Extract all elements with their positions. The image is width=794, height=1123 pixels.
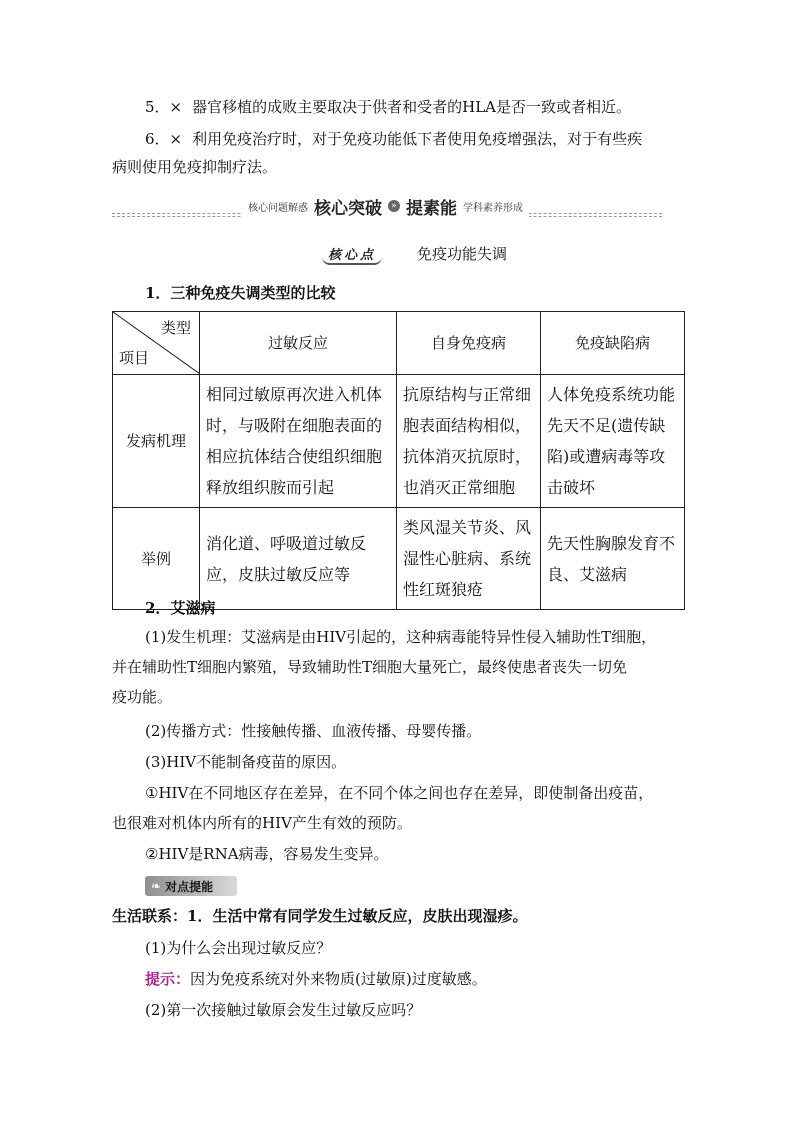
column-header: 过敏反应: [200, 312, 397, 375]
banner-raise: 提素能: [406, 198, 457, 219]
banner-right-small: 学科素养形成: [463, 202, 523, 214]
paragraph-reason-1: ①HIV在不同地区存在差异，在不同个体之间也存在差异，即使制备出疫苗，: [145, 784, 654, 802]
banner-title: [242, 193, 529, 219]
tip-badge: [145, 876, 237, 896]
hint-label: 提示：: [145, 970, 191, 988]
section-banner: [112, 193, 662, 223]
table-row: [113, 375, 685, 508]
answer-item-6-cont: 病则使用免疫抑制疗法。: [112, 158, 278, 176]
table-cell: 类风湿关节炎、风湿性心脏病、系统性红斑狼疮: [397, 508, 541, 610]
table-cell: 抗原结构与正常细胞表面结构相似，抗体消灭抗原时，也消灭正常细胞: [397, 375, 541, 508]
corner-label-type: 类型: [160, 319, 191, 337]
item-number: 6．×: [145, 130, 183, 148]
paragraph-transmission: (2)传播方式：性接触传播、血液传播、母婴传播。: [145, 722, 482, 740]
item-text: 器官移植的成败主要取决于供者和受者的HLA是否一致或者相近。: [192, 98, 632, 116]
row-header: 举例: [113, 508, 200, 610]
table-corner-cell: [113, 312, 200, 375]
question-1: (1)为什么会出现过敏反应？: [145, 939, 332, 957]
section-heading-1: 1．三种免疫失调类型的比较: [145, 284, 336, 302]
row-header: 发病机理: [113, 375, 200, 508]
answer-item-5: [145, 96, 720, 118]
banner-left-small: 核心问题解惑: [248, 202, 308, 214]
item-text: 利用免疫治疗时，对于免疫功能低下者使用免疫增强法，对于有些疾: [192, 130, 643, 148]
table-cell: 先天性胸腺发育不良、艾滋病: [541, 508, 685, 610]
paragraph-vaccine-reason: (3)HIV不能制备疫苗的原因。: [145, 753, 347, 771]
comparison-table: [112, 311, 685, 610]
paragraph-reason-2: ②HIV是RNA病毒，容易发生变异。: [145, 845, 389, 863]
core-point-badge: 核心点: [322, 243, 382, 265]
leaf-icon: ❧: [151, 879, 162, 893]
core-point-title: 免疫功能失调: [417, 245, 508, 263]
answer-item-6: [145, 128, 720, 150]
tip-badge-label: 对点提能: [165, 879, 214, 894]
section-heading-2: 2．艾滋病: [145, 599, 216, 617]
item-number: 5．×: [145, 98, 183, 116]
table-cell: 相同过敏原再次进入机体时，与吸附在细胞表面的相应抗体结合使组织细胞释放组织胺而引起: [200, 375, 397, 508]
table-row: [113, 508, 685, 610]
corner-label-item: 项目: [119, 349, 150, 367]
hint-1: [145, 968, 720, 990]
table-cell: 人体免疫系统功能先天不足(遗传缺陷)或遭病毒等攻击破坏: [541, 375, 685, 508]
paragraph-mechanism: (1)发生机理：艾滋病是由HIV引起的，这种病毒能特异性侵入辅助性T细胞，: [145, 628, 657, 646]
column-header: 免疫缺陷病: [541, 312, 685, 375]
banner-core: 核心突破: [314, 198, 382, 219]
table-header-row: [113, 312, 685, 375]
paragraph-mechanism-cont: 并在辅助性T细胞内繁殖，导致辅助性T细胞大量死亡，最终使患者丧失一切免: [112, 658, 628, 676]
arrow-icon: »: [388, 200, 400, 212]
life-link: 生活联系：1．生活中常有同学发生过敏反应，皮肤出现湿疹。: [112, 907, 528, 925]
paragraph-reason-1-cont: 也很难对机体内所有的HIV产生有效的预防。: [112, 814, 412, 832]
paragraph-mechanism-cont: 疫功能。: [112, 688, 173, 706]
table-cell: 消化道、呼吸道过敏反应，皮肤过敏反应等: [200, 508, 397, 610]
hint-text: 因为免疫系统对外来物质(过敏原)过度敏感。: [190, 970, 487, 988]
question-2: (2)第一次接触过敏原会发生过敏反应吗？: [145, 1001, 422, 1019]
column-header: 自身免疫病: [397, 312, 541, 375]
